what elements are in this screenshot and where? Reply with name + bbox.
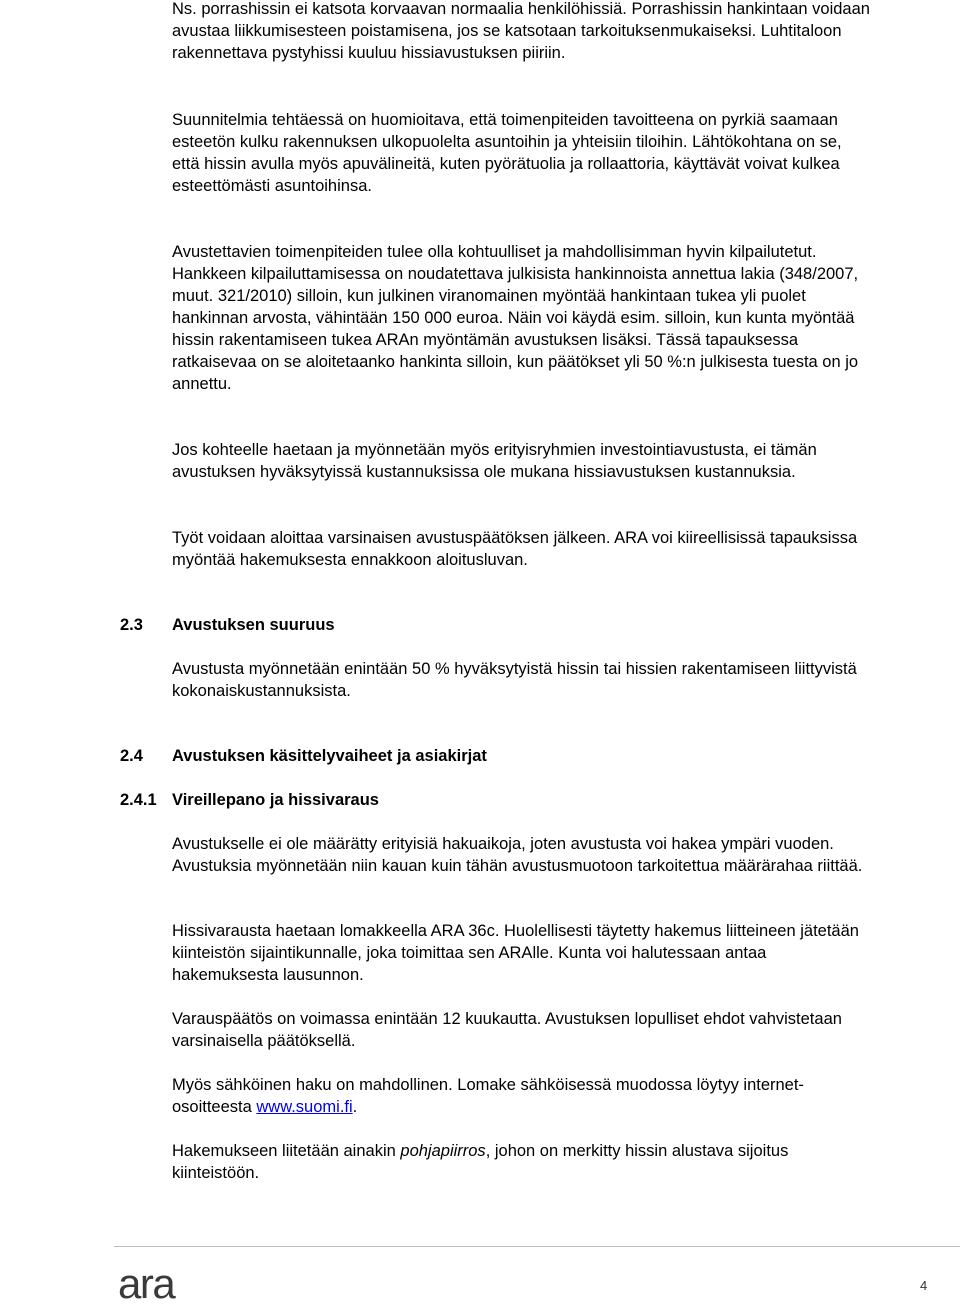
- paragraph-hissivaraus: Hissivarausta haetaan lomakkeella ARA 36c. Huolellisesti täytetty hakemus liitteineen jätetään kiinteistön sijaintikunnalle, joka toimittaa sen ARAlle. Kunta voi halutessaan antaa hakemuksesta lausunnon.: [172, 922, 859, 984]
- ara-logo: [118, 1262, 190, 1302]
- paragraph-avustuksen-suuruus: Avustusta myönnetään enintään 50 % hyväksytyistä hissin tai hissien rakentamiseen liittyvistä kokonaiskustannuksista.: [172, 660, 857, 700]
- paragraph-erityisryhmat: Jos kohteelle haetaan ja myönnetään myös erityisryhmien investointiavustusta, ei tämän avustuksen hyväksytyissä kustannuksissa ole mukana hissiavustuksen kustannuksia.: [172, 441, 817, 481]
- suomi-fi-link[interactable]: www.suomi.fi: [256, 1098, 353, 1116]
- paragraph-sahkoinen-haku: [172, 1074, 872, 1118]
- text-fragment: Hakemukseen liitetään ainakin: [172, 1142, 401, 1160]
- paragraph-tyot-aloittaa: Työt voidaan aloittaa varsinaisen avustuspäätöksen jälkeen. ARA voi kiireellisissä tapauksissa myöntää hakemuksesta ennakkoon aloitusluvan.: [172, 529, 858, 569]
- paragraph-kilpailutus: Avustettavien toimenpiteiden tulee olla kohtuulliset ja mahdollisimman hyvin kilpailutetut. Hankkeen kilpailuttamisessa on noudatettava julkisista hankinnoista annettua lakia (348/2007, muut. 321/2010) silloin, kun julkinen viranomainen myöntää hankintaan tukea yli puolet hankinnan arvosta, vähintään 150 000 euroa. Näin voi käydä esim. silloin, kun kunta myöntää hissin rakentamiseen tukea ARAn myöntämän avustuksen lisäksi. Tässä tapauksessa ratkaisevaa on se aloitetaanko hankinta silloin, kun päätökset yli 50 %:n julkisesta tuesta on jo annettu.: [172, 243, 859, 393]
- text-fragment: , johon on merkitty hissin alustava sijoitus kiinteistöön.: [172, 1142, 789, 1182]
- paragraph-porrashissi: Ns. porrashissin ei katsota korvaavan normaalia henkilöhissiä. Porrashissin hankintaan voidaan avustaa liikkumisesteen poistamisena, jos se katsotaan tarkoituksenmukaiseksi. Luhtitaloon rakennettava pystyhissi kuuluu hissiavustuksen piiriin.: [172, 0, 870, 62]
- text-fragment: .: [352, 1098, 358, 1116]
- text-fragment: Myös sähköinen haku on mahdollinen. Lomake sähköisessä muodossa löytyy internet-osoitteesta: [172, 1076, 804, 1116]
- emphasis-pohjapiirros: pohjapiirros: [400, 1142, 486, 1160]
- paragraph-liitteet: [172, 1140, 872, 1184]
- heading-text: Avustuksen käsittelyvaiheet ja asiakirjat: [172, 747, 487, 765]
- heading-text: Vireillepano ja hissivaraus: [172, 791, 379, 809]
- heading-number: 2.4: [120, 747, 143, 765]
- heading-2-4-1: [120, 789, 880, 811]
- footer-rule: [114, 1246, 960, 1247]
- logo-text: ara: [118, 1262, 175, 1302]
- page-number: 4: [920, 1278, 928, 1293]
- paragraph-suunnitelmia: Suunnitelmia tehtäessä on huomioitava, että toimenpiteiden tavoitteena on pyrkiä saamaan esteetön kulku rakennuksen ulkopuolelta asuntoihin ja yhteisiin tiloihin. Lähtökohtana on se, että hissin avulla myös apuvälineitä, kuten pyörätuolia ja rollaattoria, käyttävät voivat kulkea esteettömästi asuntoihinsa.: [172, 111, 842, 195]
- heading-2-4: [120, 745, 880, 767]
- paragraph-varauspaatos: Varauspäätös on voimassa enintään 12 kuukautta. Avustuksen lopulliset ehdot vahvistetaan varsinaisella päätöksellä.: [172, 1010, 842, 1050]
- heading-2-3: [120, 614, 880, 636]
- heading-text: Avustuksen suuruus: [172, 616, 335, 634]
- heading-number: 2.3: [120, 616, 143, 634]
- paragraph-hakuajat: Avustukselle ei ole määrätty erityisiä hakuaikoja, joten avustusta voi hakea ympäri vuoden. Avustuksia myönnetään niin kauan kuin tähän avustusmuotoon tarkoitettua määrärahaa riittää.: [172, 835, 863, 875]
- heading-number: 2.4.1: [120, 791, 157, 809]
